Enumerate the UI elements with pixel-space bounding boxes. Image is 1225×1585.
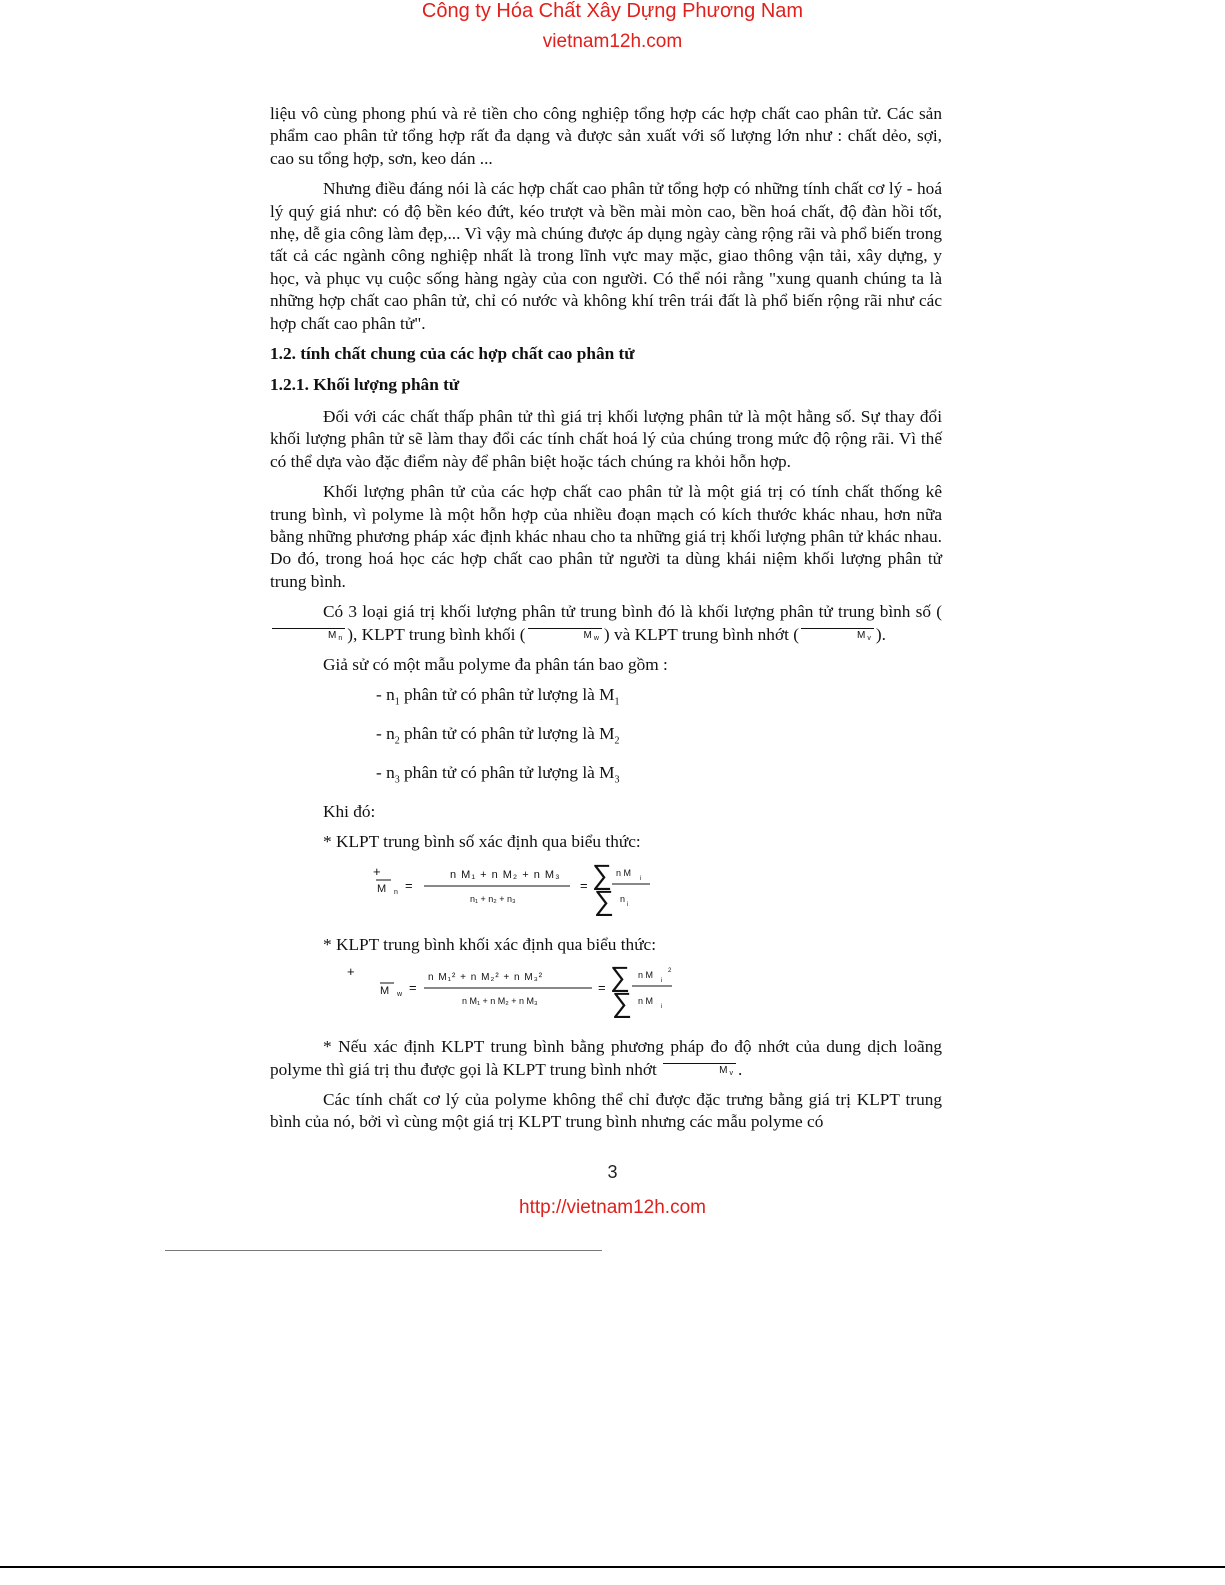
item-sub: 2	[614, 735, 620, 747]
formula-i: i	[627, 901, 629, 908]
formula-plus: +	[373, 863, 381, 879]
page-bottom-border	[0, 1566, 1225, 1568]
formula-weight-average	[270, 961, 942, 1028]
m-letter: M	[856, 629, 866, 641]
mv-symbol	[663, 1063, 736, 1079]
sum-icon: ∑	[612, 987, 632, 1019]
sub-v: v	[729, 1069, 734, 1077]
sum-icon: ∑	[610, 961, 630, 993]
formula-eq: =	[405, 877, 413, 893]
sub-v: v	[867, 634, 871, 642]
formula-eq: =	[580, 877, 588, 893]
text-part: ), KLPT trung bình khối (	[347, 624, 526, 644]
list-item	[270, 762, 942, 792]
paragraph-mn-intro: * KLPT trung bình số xác định qua biểu thức:	[323, 832, 641, 852]
formula-numerator: n M₁ + n M₂ + n M₃	[450, 868, 561, 881]
page-number: 3	[607, 1162, 618, 1182]
formula-plus: +	[347, 964, 355, 980]
paragraph-three-types	[270, 601, 942, 646]
formula-i: i	[661, 1004, 663, 1011]
formula-denominator: n M₁ + n M₂ + n M₃	[462, 996, 538, 1007]
divider	[165, 1250, 602, 1251]
formula-rhs-den: n M	[638, 996, 654, 1007]
item-text: phân tử có phân tử lượng là M	[399, 685, 615, 705]
formula-sub: n	[394, 888, 398, 896]
mn-symbol	[272, 628, 345, 644]
paragraph-mechanical: Các tính chất cơ lý của polyme không thể chỉ được đặc trưng bằng giá trị KLPT trung bình của nó, bởi vì cùng một giá trị KLPT trung bình nhưng các mẫu polyme có	[270, 1089, 942, 1132]
formula-m: M	[380, 985, 390, 998]
text-part: .	[738, 1059, 743, 1079]
item-sub: 3	[614, 774, 620, 786]
header-company-name: Công ty Hóa Chất Xây Dựng Phương Nam	[421, 0, 804, 22]
formula-mw-svg	[270, 961, 942, 1028]
formula-rhs-den: n	[620, 893, 626, 904]
text-part: * Nếu xác định KLPT trung bình bằng phương pháp đo độ nhớt của dung dịch loãng polyme thì giá trị thu được gọi là KLPT trung bình nhớt	[270, 1037, 942, 1079]
item-prefix: - n	[376, 685, 395, 705]
paragraph-sample: Giả sử có một mẫu polyme đa phân tán bao gồm :	[323, 654, 668, 674]
item-sub: 3	[394, 774, 400, 786]
text-part: ) và KLPT trung bình nhớt (	[603, 624, 799, 644]
text-part: ).	[875, 624, 886, 644]
sub-n: n	[338, 634, 343, 642]
paragraph-statistical: Khối lượng phân tử của các hợp chất cao phân tử là một giá trị có tính chất thống kê trung bình, vì polyme là một hỗn hợp của nhiều đoạn mạch có kích thước khác nhau, hơn nữa bằng những phương pháp xác định khác nhau cho ta những giá trị khối lượng phân tử khác nhau. Do đó, trong hoá học các hợp chất cao phân tử người ta dùng khái niệm khối lượng phân tử trung bình.	[270, 482, 942, 591]
item-sub: 1	[614, 696, 620, 708]
paragraph-properties: Nhưng điều đáng nói là các hợp chất cao phân tử tổng hợp có những tính chất cơ lý - hoá lý quý giá như: có độ bền kéo đứt, kéo trượt và bền mài mòn cao, bền hoá chất, độ đàn hồi tốt, nhẹ, dễ gia công làm đẹp,... Vì vậy mà chúng được áp dụng ngày càng rộng rãi và phổ biến trong tất cả các ngành công nghiệp nhất là trong lĩnh vực may mặc, giao thông vận tải, xây dựng, y học, và phục vụ cuộc sống hàng ngày của con người. Có thể nói rằng "xung quanh chúng ta là những hợp chất cao phân tử, chỉ có nước và không khí trên trái đất là phổ biến rộng rãi như các hợp chất cao phân tử".	[270, 179, 942, 333]
formula-i: i	[640, 875, 642, 882]
formula-rhs-num: n M	[638, 970, 654, 981]
footer-link[interactable]: http://vietnam12h.com	[519, 1197, 706, 1218]
paragraph-then: Khi đó:	[323, 801, 376, 821]
item-sub: 2	[394, 735, 400, 747]
m-letter: M	[328, 629, 337, 641]
paragraph-mw-intro: * KLPT trung bình khối xác định qua biểu thức:	[323, 934, 657, 954]
formula-denominator: n₁ + n₂ + n₃	[470, 893, 516, 904]
formula-numerator: n M₁² + n M₂² + n M₃²	[428, 972, 544, 984]
text-part: Có 3 loại giá trị khối lượng phân tử trung bình đó là khối lượng phân tử trung bình số (	[323, 602, 942, 622]
sub-w: w	[593, 634, 599, 642]
item-text: phân tử có phân tử lượng là M	[399, 724, 615, 744]
item-prefix: - n	[376, 724, 395, 744]
header-website: vietnam12h.com	[542, 31, 683, 52]
formula-rhs-num: n M	[616, 867, 632, 878]
m-letter: M	[583, 629, 592, 641]
formula-eq: =	[598, 980, 606, 996]
sum-icon: ∑	[592, 858, 612, 890]
subsection-heading: 1.2.1. Khối lượng phân tử	[270, 375, 460, 395]
formula-number-average	[270, 858, 942, 926]
paragraph-intro: liệu vô cùng phong phú và rẻ tiền cho công nghiệp tổng hợp các hợp chất cao phân tử. Các sản phẩm cao phân tử tổng hợp rất đa dạng và được sản xuất với số lượng lớn như : chất dẻo, sợi, cao su tổng hợp, sơn, keo dán ...	[270, 104, 942, 168]
formula-sq: 2	[668, 968, 672, 975]
paragraph-viscosity	[270, 1036, 942, 1081]
mv-symbol	[801, 628, 874, 644]
formula-sub: w	[397, 991, 403, 999]
item-text: phân tử có phân tử lượng là M	[399, 763, 615, 783]
section-heading: 1.2. tính chất chung của các hợp chất cao phân tử	[270, 344, 635, 364]
formula-eq: =	[409, 980, 417, 996]
mw-symbol	[528, 628, 602, 644]
item-sub: 1	[394, 696, 400, 708]
list-item	[270, 684, 942, 714]
paragraph-low-molecular: Đối với các chất thấp phân tử thì giá trị khối lượng phân tử là một hằng số. Sự thay đổi khối lượng phân tử sẽ làm thay đổi các tính chất hoá lý của chúng trong mức độ rộng rãi. Vì thế có thể dựa vào đặc điểm này để phân biệt hoặc tách chúng ra khỏi hỗn hợp.	[270, 406, 942, 471]
sum-icon: ∑	[594, 884, 614, 916]
formula-i: i	[661, 978, 663, 985]
item-prefix: - n	[376, 763, 395, 783]
document-body	[270, 103, 942, 1142]
formula-mn-svg	[270, 858, 942, 926]
list-item	[270, 723, 942, 753]
m-letter: M	[719, 1064, 728, 1076]
formula-m: M	[377, 882, 387, 895]
